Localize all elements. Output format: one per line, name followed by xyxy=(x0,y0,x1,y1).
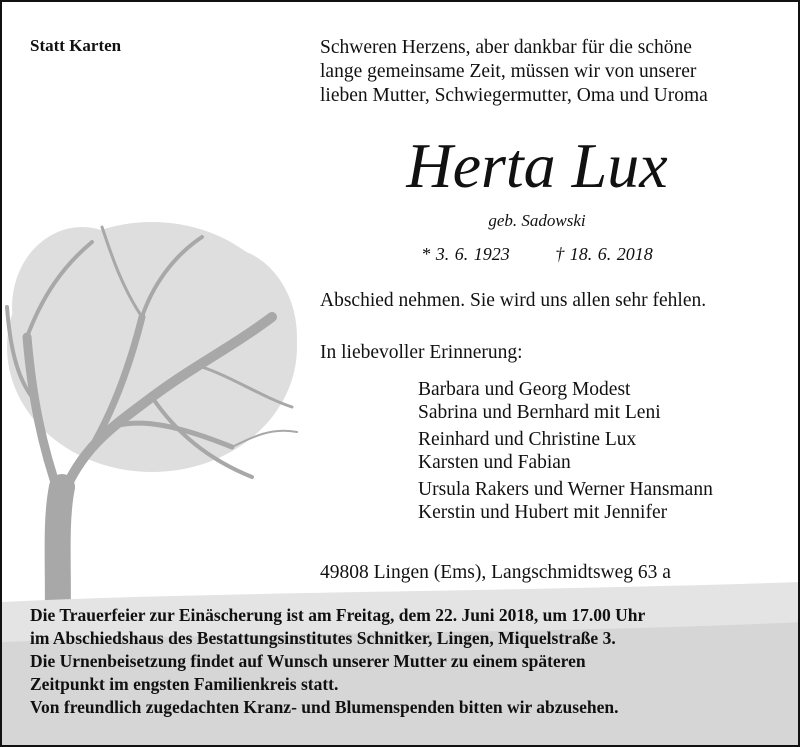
mourner-line: Kerstin und Hubert mit Jennifer xyxy=(418,502,668,523)
deceased-name: Herta Lux xyxy=(406,130,668,201)
maiden-name: geb. Sadowski xyxy=(488,211,586,230)
intro-line: lange gemeinsame Zeit, müssen wir von unserer xyxy=(320,61,697,82)
mourner-line: Barbara und Georg Modest xyxy=(418,379,631,400)
address: 49808 Lingen (Ems), Langschmidtsweg 63 a xyxy=(320,562,671,583)
mourner-line: Karsten und Fabian xyxy=(418,452,571,473)
mourner-group xyxy=(418,378,713,424)
death-date: † 18. 6. 2018 xyxy=(555,244,653,264)
mourner-group xyxy=(418,478,713,524)
farewell-text: Abschied nehmen. Sie wird uns allen sehr fehlen. xyxy=(320,290,707,311)
details-line: Die Trauerfeier zur Einäscherung ist am Freitag, dem 22. Juni 2018, um 17.00 Uhr xyxy=(30,605,646,625)
mourner-line: Sabrina und Bernhard mit Leni xyxy=(418,402,661,423)
life-dates xyxy=(322,242,752,266)
birth-date: * 3. 6. 1923 xyxy=(421,244,510,264)
intro-text xyxy=(320,36,790,108)
details-line: im Abschiedshaus des Bestattungsinstitutes Schnitker, Lingen, Miquelstraße 3. xyxy=(30,628,616,648)
intro-line: lieben Mutter, Schwiegermutter, Oma und Uroma xyxy=(320,85,708,106)
funeral-details xyxy=(30,604,790,719)
mourner-line: Ursula Rakers und Werner Hansmann xyxy=(418,479,713,500)
mourner-group xyxy=(418,428,713,474)
details-line: Von freundlich zugedachten Kranz- und Blumenspenden bitten wir abzusehen. xyxy=(30,697,619,717)
header-statt-karten: Statt Karten xyxy=(30,36,122,55)
mourner-line: Reinhard und Christine Lux xyxy=(418,429,637,450)
memory-label: In liebevoller Erinnerung: xyxy=(320,342,523,363)
intro-line: Schweren Herzens, aber dankbar für die schöne xyxy=(320,37,692,58)
details-line: Die Urnenbeisetzung findet auf Wunsch unserer Mutter zu einem späteren xyxy=(30,651,586,671)
mourners-list xyxy=(418,378,713,528)
details-line: Zeitpunkt im engsten Familienkreis statt. xyxy=(30,674,339,694)
